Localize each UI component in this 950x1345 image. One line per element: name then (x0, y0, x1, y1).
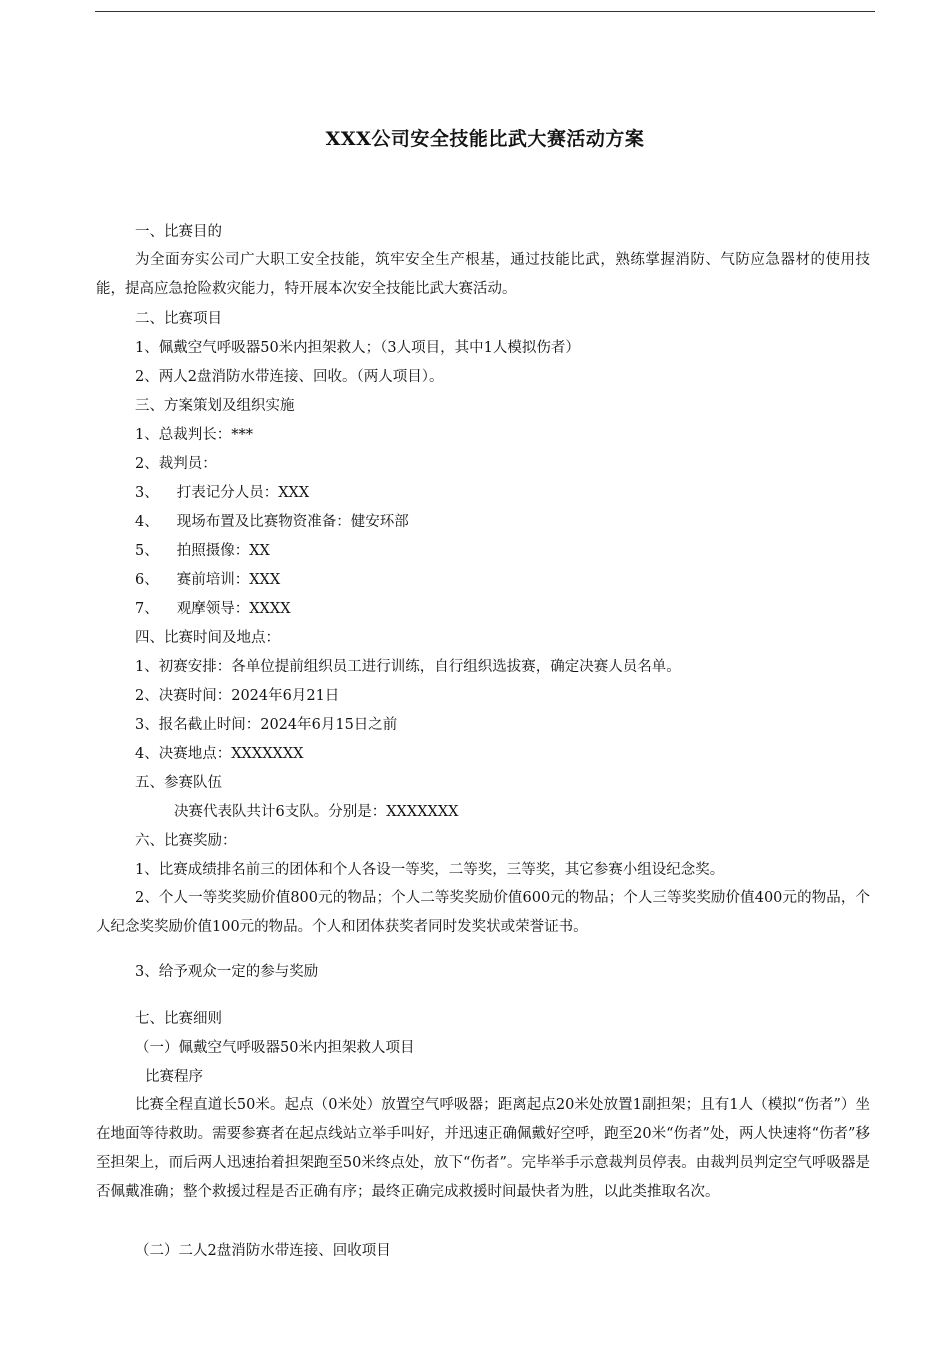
org-item-7: 7、 观摩领导：XXXX (135, 601, 291, 617)
schedule-item-4: 4、决赛地点：XXXXXXX (135, 746, 304, 762)
heading-time-location: 四、比赛时间及地点： (135, 630, 280, 646)
procedure-paragraph: 比赛全程直道长50米。起点（0米处）放置空气呼吸器；距离起点20米处放置1副担架；且有1人（模拟“伤者”）坐在地面等待救助。需要参赛者在起点线站立举手叫好，并迅速正确佩戴好空呼，跑至20米“伤者”处，两人快速将“伤者”移至担架上，而后两人迅速抬着担架跑至50米终点处，放下“伤者”。完毕举手示意裁判员停表。由裁判员判定空气呼吸器是否佩戴准确；整个救援过程是否正确有序；最终正确完成救援时间最快者为胜，以此类推取名次。 (96, 1097, 870, 1200)
heading-organization: 三、方案策划及组织实施 (135, 398, 295, 414)
schedule-item-3: 3、报名截止时间：2024年6月15日之前 (135, 717, 398, 733)
org-item-5: 5、 拍照摄像：XX (135, 543, 270, 559)
heading-teams: 五、参赛队伍 (135, 775, 222, 791)
org-item-3: 3、 打表记分人员：XXX (135, 485, 310, 501)
rule-subheading-1: （一）佩戴空气呼吸器50米内担架救人项目 (135, 1040, 415, 1056)
schedule-item-2: 2、决赛时间：2024年6月21日 (135, 688, 340, 704)
heading-awards: 六、比赛奖励： (135, 833, 237, 849)
teams-text: 决赛代表队共计6支队。分别是：XXXXXXX (174, 804, 459, 820)
heading-purpose: 一、比赛目的 (135, 224, 222, 240)
schedule-item-1: 1、初赛安排：各单位提前组织员工进行训练，自行组织选拔赛，确定决赛人员名单。 (135, 659, 681, 675)
org-item-2: 2、裁判员： (135, 456, 217, 472)
rule-subheading-2: （二）二人2盘消防水带连接、回收项目 (135, 1243, 391, 1259)
procedure-label: 比赛程序 (145, 1069, 203, 1085)
event-item-1: 1、佩戴空气呼吸器50米内担架救人；（3人项目，其中1人模拟伤者） (135, 340, 580, 356)
award-item-1: 1、比赛成绩排名前三的团体和个人各设一等奖，二等奖，三等奖，其它参赛小组设纪念奖。 (135, 862, 725, 878)
org-item-6: 6、 赛前培训：XXX (135, 572, 281, 588)
document-title: XXX公司安全技能比武大赛活动方案 (325, 128, 645, 150)
header-rule (95, 11, 875, 12)
award-item-2: 2、个人一等奖奖励价值800元的物品；个人二等奖奖励价值600元的物品；个人三等奖奖励价值400元的物品，个人纪念奖奖励价值100元的物品。个人和团体获奖者同时发奖状或荣誉证书。 (96, 890, 870, 935)
org-item-4: 4、 现场布置及比赛物资准备：健安环部 (135, 514, 409, 530)
heading-events: 二、比赛项目 (135, 311, 222, 327)
event-item-2: 2、两人2盘消防水带连接、回收。（两人项目）。 (135, 369, 444, 385)
org-item-1: 1、总裁判长：*** (135, 427, 253, 443)
award-item-3: 3、给予观众一定的参与奖励 (135, 964, 319, 980)
purpose-paragraph: 为全面夯实公司广大职工安全技能，筑牢安全生产根基，通过技能比武，熟练掌握消防、气防应急器材的使用技能，提高应急抢险救灾能力，特开展本次安全技能比武大赛活动。 (96, 252, 870, 297)
heading-rules: 七、比赛细则 (135, 1011, 222, 1027)
